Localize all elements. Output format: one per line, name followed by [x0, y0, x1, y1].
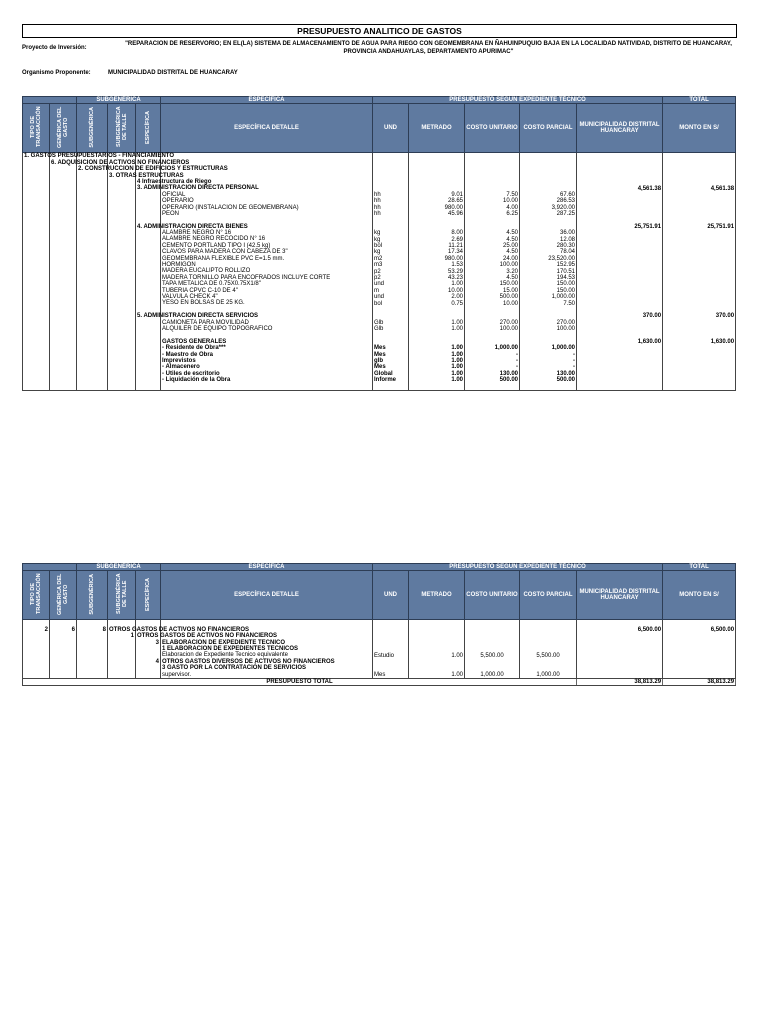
- header-und-2: UND: [373, 571, 409, 620]
- detail-cell-text: OTROS GASTOS DIVERSOS DE ACTIVOS NO FINANCIEROS: [162, 658, 335, 665]
- costo-parcial-cell: 152.95: [520, 262, 577, 268]
- costo-unitario-cell: -: [465, 358, 520, 364]
- level-1-number: 6: [50, 627, 77, 633]
- header-especifica-detalle: ESPECÍFICA DETALLE: [161, 104, 373, 153]
- monto-cell: [663, 383, 736, 390]
- und-cell: Estudio: [373, 652, 409, 658]
- level-1-cell: [50, 159, 190, 166]
- table-row: [23, 620, 736, 627]
- detail-cell: [161, 153, 373, 160]
- detail-cell-text: GASTOS GENERALES: [162, 338, 227, 345]
- level-1-cell: [50, 383, 77, 390]
- level-3-cell: [108, 672, 136, 679]
- table-row: [23, 383, 736, 390]
- detail-cell-text: - Almacenero: [162, 364, 200, 371]
- detail-cell-text: MADERA TORNILLO PARA ENCOFRADOS INCLUYE CORTE: [162, 274, 331, 281]
- detail-cell-text: - Maestro de Obra: [162, 351, 214, 358]
- und-cell: Global: [373, 371, 409, 377]
- metrado-cell: 1.00: [409, 281, 465, 287]
- costo-unitario-cell: 500.00: [465, 377, 520, 383]
- level-3-cell: [108, 172, 184, 179]
- level-3-cell-text: OTROS GASTOS DE ACTIVOS NO FINANCIEROS: [109, 626, 250, 633]
- metrado-cell: 1.00: [409, 320, 465, 326]
- detail-number: 3: [162, 665, 166, 672]
- detail-cell-text: CAMIONETA PARA MOVILIDAD: [162, 319, 249, 326]
- detail-cell-text: MADERA EUCALIPTO ROLLIZO: [162, 268, 251, 275]
- costo-unitario-cell: 10.00: [465, 198, 520, 204]
- costo-parcial-cell: 150.00: [520, 288, 577, 294]
- costo-parcial-cell: [520, 620, 577, 627]
- metrado-cell: 17.34: [409, 249, 465, 255]
- detail-text: ELABORACION DE EXPEDIENTES TECNICOS: [167, 645, 299, 652]
- costo-unitario-cell: 24.00: [465, 256, 520, 262]
- header-costo-unitario: COSTO UNITARIO: [465, 104, 520, 153]
- level-0-cell: [23, 620, 50, 627]
- und-cell: bol: [373, 300, 409, 306]
- und-cell: [373, 383, 409, 390]
- header-generica-2: GENÉRICA DEL GASTO: [50, 571, 77, 620]
- header-subgen: SUBGENÉRICA: [77, 104, 108, 153]
- level-4-cell-text: 4 Infraestructura de Riego: [137, 178, 212, 185]
- costo-unitario-cell: [465, 620, 520, 627]
- municipalidad-cell: 4,561.38: [577, 185, 663, 191]
- costo-parcial-cell: 23,520.00: [520, 256, 577, 262]
- monto-cell: 4,561.38: [663, 185, 736, 191]
- detail-cell-text: ELABORACION DE EXPEDIENTE TECNICO: [162, 639, 286, 646]
- level-2-cell: [77, 620, 108, 627]
- detail-cell-text: PEON: [162, 210, 180, 217]
- municipalidad-cell: [577, 383, 663, 390]
- header-subgenerica: SUBGENÉRICA: [77, 97, 161, 104]
- costo-parcial-cell: 36.00: [520, 230, 577, 236]
- header-subgen-detalle: SUBGENÉRICA DE TALLE: [108, 104, 136, 153]
- page-title: PRESUPUESTO ANALITICO DE GASTOS: [22, 24, 737, 38]
- metrado-cell: 28.65: [409, 198, 465, 204]
- und-cell: m2: [373, 256, 409, 262]
- costo-unitario-cell: [465, 383, 520, 390]
- level-0-cell: [23, 672, 50, 679]
- costo-parcial-cell: 5,500.00: [520, 652, 577, 658]
- costo-parcial-cell: 194.53: [520, 275, 577, 281]
- costo-parcial-cell: 1,000.00: [520, 672, 577, 679]
- level-3-cell-text: 3. OTRAS ESTRUCTURAS: [109, 172, 184, 179]
- level-2-cell-text: 2. CONSTRUCCION DE EDIFICIOS Y ESTRUCTURAS: [78, 166, 228, 173]
- monto-cell: 25,751.91: [663, 224, 736, 230]
- und-cell: m3: [373, 262, 409, 268]
- level-0-number: 2: [23, 627, 50, 633]
- header-subgen-detalle-2: SUBGENÉRICA DE TALLE: [108, 571, 136, 620]
- detail-cell: [161, 383, 373, 390]
- costo-unitario-cell: 130.00: [465, 371, 520, 377]
- header-generica: GENÉRICA DEL GASTO: [50, 104, 77, 153]
- costo-unitario-cell: 4.50: [465, 275, 520, 281]
- header-municipalidad: MUNICIPALIDAD DISTRITAL HUANCARAY: [577, 104, 663, 153]
- metrado-cell: 2.69: [409, 236, 465, 242]
- municipalidad-cell: 1,630.00: [577, 339, 663, 345]
- monto-cell: [663, 620, 736, 627]
- level-4-cell: [136, 672, 161, 679]
- municipalidad-cell: 25,751.91: [577, 224, 663, 230]
- metrado-cell: 1.00: [409, 364, 465, 370]
- metrado-cell: 11.21: [409, 243, 465, 249]
- metrado-cell: 1.00: [409, 326, 465, 332]
- detail-cell-text: CEMENTO PORTLAND TIPO I (42.5 kg): [162, 242, 271, 249]
- costo-parcial-cell: 12.08: [520, 236, 577, 242]
- header-tipo: TIPO DE TRANSACCIÓN: [23, 104, 50, 153]
- municipalidad-cell: 370.00: [577, 313, 663, 319]
- metrado-cell: 1.00: [409, 672, 465, 679]
- costo-parcial-cell: -: [520, 358, 577, 364]
- und-cell: glb: [373, 358, 409, 364]
- costo-parcial-cell: -: [520, 352, 577, 358]
- level-4-cell: [136, 620, 161, 627]
- metrado-cell: 1.00: [409, 352, 465, 358]
- costo-unitario-cell: 4.50: [465, 236, 520, 242]
- detail-cell-text: - Residente de Obra***: [162, 345, 226, 352]
- costo-unitario-cell: 25.00: [465, 243, 520, 249]
- header-total: TOTAL: [663, 97, 736, 104]
- detail-cell-text: OFICIAL: [162, 191, 186, 198]
- detail-cell-text: Elaboracion de Expediente Tecnico equivalente: [162, 652, 288, 659]
- level-1-cell: [50, 620, 77, 627]
- municipalidad-cell: [577, 620, 663, 627]
- und-cell: Mes: [373, 672, 409, 679]
- level-3-cell: [108, 620, 136, 627]
- level-4-cell-text: OTROS GASTOS DE ACTIVOS NO FINANCIEROS: [137, 633, 278, 640]
- costo-unitario-cell: 1,000.00: [465, 345, 520, 351]
- costo-unitario-cell: 4.50: [465, 230, 520, 236]
- metrado-cell: 1.53: [409, 262, 465, 268]
- level-4-cell: [136, 383, 161, 390]
- und-cell: kg: [373, 249, 409, 255]
- project-value: "REPARACION DE RESERVORIO; EN EL(LA) SISTEMA DE ALMACENAMIENTO DE AGUA PARA RIEGO CON GEOMEMBRANA EN ÑAHUINPUQUIO BAJA EN LA LOCALIDAD NATIVIDAD, DISTRITO DE HUANCARAY, PROVINCIA ANDAHUAYLAS, DEPARTAMENTO APURIMAC": [125, 41, 732, 55]
- detail-cell-text: ALAMBRE NEGRO RECOCIDO N° 16: [162, 236, 266, 243]
- level-4-cell: [136, 185, 259, 192]
- level-4-cell-text: 5. ADMINISTRACION DIRECTA SERVICIOS: [137, 313, 259, 320]
- und-cell: kg: [373, 236, 409, 242]
- level-4-number: 4: [136, 659, 161, 665]
- level-3-cell: [108, 626, 250, 633]
- costo-parcial-cell: 3,920.00: [520, 205, 577, 211]
- header-especifica-detalle-2: ESPECÍFICA DETALLE: [161, 571, 373, 620]
- detail-cell-text: OPERARIO: [162, 198, 194, 205]
- detail-number: 1: [162, 645, 166, 652]
- municipalidad-cell: [577, 153, 663, 160]
- costo-parcial-cell: 78.04: [520, 249, 577, 255]
- detail-text: GASTO POR LA CONTRATACIÓN DE SERVICIOS: [167, 665, 307, 672]
- und-cell: Mes: [373, 352, 409, 358]
- metrado-cell: 10.00: [409, 288, 465, 294]
- project-label: Proyecto de Inversión:: [22, 45, 87, 51]
- costo-parcial-cell: 500.00: [520, 377, 577, 383]
- table-row: [23, 153, 736, 160]
- monto-cell: [663, 153, 736, 160]
- level-4-cell-text: 3. ADMINISTRACION DIRECTA PERSONAL: [137, 185, 259, 192]
- und-cell: [373, 620, 409, 627]
- detail-cell-text: HORMIGON: [162, 262, 196, 269]
- costo-unitario-cell: 500.00: [465, 294, 520, 300]
- und-cell: hh: [373, 205, 409, 211]
- und-cell: hh: [373, 192, 409, 198]
- header-subgenerica-2: SUBGENÉRICA: [77, 564, 161, 571]
- header-metrado-2: METRADO: [409, 571, 465, 620]
- header-monto: MONTO EN S/: [663, 104, 736, 153]
- metrado-cell: 1.00: [409, 377, 465, 383]
- total-monto: 38,813.29: [663, 678, 736, 685]
- header-monto-2: MONTO EN S/: [663, 571, 736, 620]
- organization-value: MUNICIPALIDAD DISTRITAL DE HUANCARAY: [108, 70, 238, 76]
- costo-unitario-cell: 100.00: [465, 262, 520, 268]
- und-cell: bol: [373, 243, 409, 249]
- project-info: [22, 40, 735, 64]
- header-municipalidad-2: MUNICIPALIDAD DISTRITAL HUANCARAY: [577, 571, 663, 620]
- header-especifica-2: ESPECÍFICA: [161, 564, 373, 571]
- detail-cell-text: ALAMBRE NEGRO N° 16: [162, 230, 232, 237]
- detail-cell: [161, 326, 373, 332]
- costo-parcial-cell: 7.50: [520, 300, 577, 306]
- header-und: UND: [373, 104, 409, 153]
- metrado-cell: 1.00: [409, 358, 465, 364]
- metrado-cell: [409, 383, 465, 390]
- level-4-cell: [136, 313, 259, 320]
- und-cell: kg: [373, 230, 409, 236]
- und-cell: Mes: [373, 345, 409, 351]
- costo-unitario-cell: 150.00: [465, 281, 520, 287]
- detail-cell-text: YESO EN BOLSAS DE 25 KG.: [162, 300, 245, 307]
- metrado-cell: 980.00: [409, 205, 465, 211]
- und-cell: [373, 153, 409, 160]
- level-0-cell: [23, 383, 50, 390]
- level-1-cell-text: 6. ADQUISICION DE ACTIVOS NO FINANCIEROS: [51, 159, 190, 166]
- budget-table-2: [22, 563, 735, 686]
- level-2-number: 8: [77, 627, 108, 633]
- detail-cell-text: TUBERIA CPVC C-10 DE 4": [162, 287, 238, 294]
- costo-parcial-cell: 280.30: [520, 243, 577, 249]
- metrado-cell: 43.23: [409, 275, 465, 281]
- und-cell: Mes: [373, 364, 409, 370]
- costo-parcial-cell: -: [520, 364, 577, 370]
- und-cell: und: [373, 294, 409, 300]
- detail-cell: [161, 620, 373, 627]
- costo-parcial-cell: 1,000.00: [520, 345, 577, 351]
- metrado-cell: [409, 153, 465, 160]
- costo-parcial-cell: [520, 383, 577, 390]
- header-esp-2: ESPECÍFICA: [136, 571, 161, 620]
- monto-cell: 1,630.00: [663, 339, 736, 345]
- total-row: [23, 678, 736, 685]
- und-cell: hh: [373, 198, 409, 204]
- costo-parcial-cell: 150.00: [520, 281, 577, 287]
- metrado-cell: 2.00: [409, 294, 465, 300]
- costo-parcial-cell: 286.53: [520, 198, 577, 204]
- level-2-cell: [77, 166, 228, 173]
- metrado-cell: 1.00: [409, 345, 465, 351]
- municipalidad-cell: [577, 672, 663, 679]
- costo-parcial-cell: 100.00: [520, 326, 577, 332]
- detail-cell-text: Imprevistos: [162, 357, 196, 364]
- table-row: [23, 672, 736, 679]
- costo-unitario-cell: 15.00: [465, 288, 520, 294]
- costo-unitario-cell: [465, 153, 520, 160]
- und-cell: Informe: [373, 377, 409, 383]
- detail-cell-text: CLAVOS PARA MADERA CON CABEZA DE 3": [162, 249, 288, 256]
- metrado-cell: 8.00: [409, 230, 465, 236]
- header-metrado: METRADO: [409, 104, 465, 153]
- level-2-cell: [77, 383, 108, 390]
- organization-info: [22, 70, 238, 76]
- detail-cell-text: OPERARIO (INSTALACION DE GEOMEMBRANA): [162, 204, 299, 211]
- detail-cell: [161, 300, 373, 306]
- costo-unitario-cell: 4.00: [465, 205, 520, 211]
- detail-cell-text: - Utiles de escritorio: [162, 370, 220, 377]
- metrado-cell: 45.96: [409, 211, 465, 217]
- header-presupuesto-2: PRESUPUESTO SEGÚN EXPEDIENTE TÉCNICO: [373, 564, 663, 571]
- und-cell: Glb: [373, 320, 409, 326]
- costo-parcial-cell: 170.51: [520, 268, 577, 274]
- detail-cell-text: ALQUILER DE EQUIPO TOPOGRAFICO: [162, 325, 273, 332]
- costo-unitario-cell: 4.50: [465, 249, 520, 255]
- budget-table-1: [22, 96, 735, 391]
- level-2-cell: [77, 672, 108, 679]
- costo-unitario-cell: 1,000.00: [465, 672, 520, 679]
- header-esp: ESPECÍFICA: [136, 104, 161, 153]
- detail-cell-text: - Liquidación de la Obra: [162, 377, 231, 384]
- costo-parcial-cell: 67.60: [520, 192, 577, 198]
- level-4-cell-text: 4. ADMINISTRACION DIRECTA BIENES: [137, 223, 248, 230]
- detail-cell: [161, 211, 373, 217]
- metrado-cell: 9.01: [409, 192, 465, 198]
- detail-cell-text: supervisor.: [162, 671, 192, 678]
- costo-parcial-cell: [520, 153, 577, 160]
- costo-parcial-cell: 287.25: [520, 211, 577, 217]
- costo-unitario-cell: 100.00: [465, 326, 520, 332]
- metrado-cell: 1.00: [409, 371, 465, 377]
- municipalidad-cell: 6,500.00: [577, 627, 663, 633]
- detail-cell-text: TAPA METALICA DE 0.75X0.75X1/8": [162, 281, 261, 288]
- und-cell: hh: [373, 211, 409, 217]
- header-total-2: TOTAL: [663, 564, 736, 571]
- detail-cell-text: GEOMEMBRANA FLEXIBLE PVC E=1.5 mm.: [162, 255, 285, 262]
- metrado-cell: 980.00: [409, 256, 465, 262]
- detail-cell: [161, 672, 373, 679]
- costo-parcial-cell: 130.00: [520, 371, 577, 377]
- total-label: PRESUPUESTO TOTAL: [23, 678, 577, 685]
- costo-unitario-cell: -: [465, 352, 520, 358]
- header-costo-unitario-2: COSTO UNITARIO: [465, 571, 520, 620]
- costo-unitario-cell: 3.20: [465, 268, 520, 274]
- header-costo-parcial: COSTO PARCIAL: [520, 104, 577, 153]
- monto-cell: 370.00: [663, 313, 736, 319]
- costo-parcial-cell: 270.00: [520, 320, 577, 326]
- organization-label: Organismo Proponente:: [22, 70, 91, 76]
- costo-unitario-cell: 6.25: [465, 211, 520, 217]
- detail-cell: [161, 377, 373, 383]
- und-cell: und: [373, 281, 409, 287]
- costo-unitario-cell: 5,500.00: [465, 652, 520, 658]
- total-municipalidad: 38,813.29: [577, 678, 663, 685]
- header-subgen-2: SUBGENÉRICA: [77, 571, 108, 620]
- und-cell: m: [373, 288, 409, 294]
- costo-unitario-cell: 7.50: [465, 192, 520, 198]
- und-cell: p2: [373, 268, 409, 274]
- header-presupuesto: PRESUPUESTO SEGÚN EXPEDIENTE TÉCNICO: [373, 97, 663, 104]
- und-cell: Glb: [373, 326, 409, 332]
- metrado-cell: [409, 620, 465, 627]
- detail-cell-text: VALVULA CHECK 4": [162, 293, 218, 300]
- costo-parcial-cell: 1,000.00: [520, 294, 577, 300]
- level-0-cell: [23, 153, 175, 160]
- header-tipo-2: TIPO DE TRANSACCIÓN: [23, 571, 50, 620]
- costo-unitario-cell: 10.00: [465, 300, 520, 306]
- metrado-cell: 0.75: [409, 300, 465, 306]
- header-costo-parcial-2: COSTO PARCIAL: [520, 571, 577, 620]
- level-1-cell: [50, 672, 77, 679]
- monto-cell: 6,500.00: [663, 627, 736, 633]
- costo-unitario-cell: -: [465, 364, 520, 370]
- level-4-number: 3: [136, 640, 161, 646]
- und-cell: p2: [373, 275, 409, 281]
- metrado-cell: 53.29: [409, 268, 465, 274]
- metrado-cell: 1.00: [409, 652, 465, 658]
- header-especifica: ESPECÍFICA: [161, 97, 373, 104]
- monto-cell: [663, 672, 736, 679]
- level-0-cell-text: 1. GASTOS PRESUPUESTARIOS - FINANCIAMIENTO: [24, 153, 175, 160]
- costo-unitario-cell: 270.00: [465, 320, 520, 326]
- level-3-cell: [108, 383, 136, 390]
- level-4-cell: [136, 633, 278, 640]
- level-3-number: 1: [108, 633, 136, 639]
- level-4-cell: [136, 223, 248, 230]
